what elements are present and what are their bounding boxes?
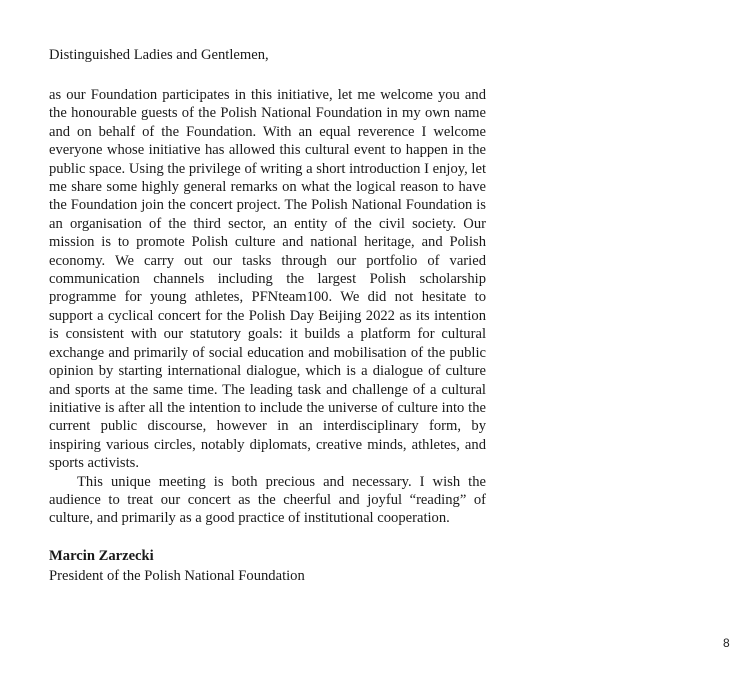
signatory-name: Marcin Zarzecki [49,548,154,564]
body-paragraph-1: as our Foundation participates in this initiative, let me welcome you and the honourable guests of the Polish National Foundation in my own name and on behalf of the Foundation. With an equal reverence I welcome everyone whose initiative has allowed this cultural event to happen in the public space. Using the privilege of writing a short introduction I enjoy, let me share some highly general remarks on what the logical reason to have the Foundation join the concert project. The Polish National Foundation is an organisation of the third sector, an entity of the civil society. Our mission is to promote Polish culture and national heritage, and Polish economy. We carry out our tasks through our portfolio of varied communication channels including the largest Polish scholarship programme for young athletes, PFNteam100. We did not hesitate to support a cyclical concert for the Polish Day Beijing 2022 as its intention is consistent with our statutory goals: it builds a platform for cultural exchange and primarily of social education and mobilisation of the public opinion by starting international dialogue, which is a dialogue of culture and sports at the same time. The leading task and challenge of a cultural initiative is after all the intention to include the universe of culture into the current public discourse, however in an interdisciplinary form, by inspiring various circles, notably diplomats, creative minds, athletes, and sports activists. [49,87,486,472]
salutation: Distinguished Ladies and Gentlemen, [49,47,269,63]
signatory-title: President of the Polish National Foundation [49,568,305,584]
letter-body [49,86,486,528]
page-number: 8 [723,636,730,650]
body-paragraph-2: This unique meeting is both precious and necessary. I wish the audience to treat our concert as the cheerful and joyful “reading” of culture, and primarily as a good practice of institutional cooperation. [49,473,486,527]
signature-block [49,546,486,586]
